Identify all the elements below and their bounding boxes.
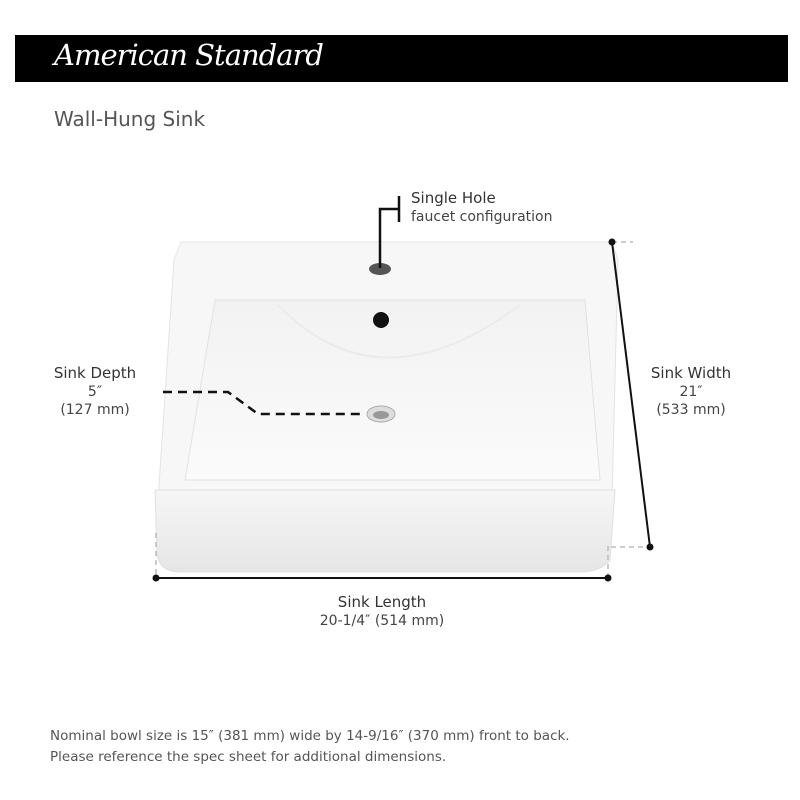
length-callout: [282, 593, 482, 630]
page-title: Wall-Hung Sink: [54, 107, 206, 131]
depth-callout: [40, 364, 150, 419]
faucet-label: Single Hole: [411, 189, 496, 207]
footnote-line-1: Nominal bowl size is 15″ (381 mm) wide by 14-9/16″ (370 mm) front to back.: [50, 728, 570, 744]
width-inches: 21″: [679, 384, 703, 400]
overflow-hole: [373, 312, 389, 328]
depth-mm: (127 mm): [60, 402, 130, 418]
width-label: Sink Width: [650, 364, 732, 382]
footnote-line-2: Please reference the spec sheet for additional dimensions.: [50, 749, 447, 765]
faucet-sub: faucet configuration: [411, 209, 553, 225]
sink-bowl: [185, 300, 600, 480]
width-callout: [636, 364, 746, 419]
depth-label: Sink Depth: [53, 364, 137, 382]
faucet-callout: [411, 189, 553, 226]
length-value: 20-1/4″ (514 mm): [319, 613, 445, 629]
footnote: [50, 726, 570, 768]
length-label: Sink Length: [337, 593, 427, 611]
brand-logo: American Standard: [54, 38, 323, 72]
sink-front: [155, 490, 615, 572]
width-mm: (533 mm): [656, 402, 726, 418]
depth-inches: 5″: [87, 384, 103, 400]
